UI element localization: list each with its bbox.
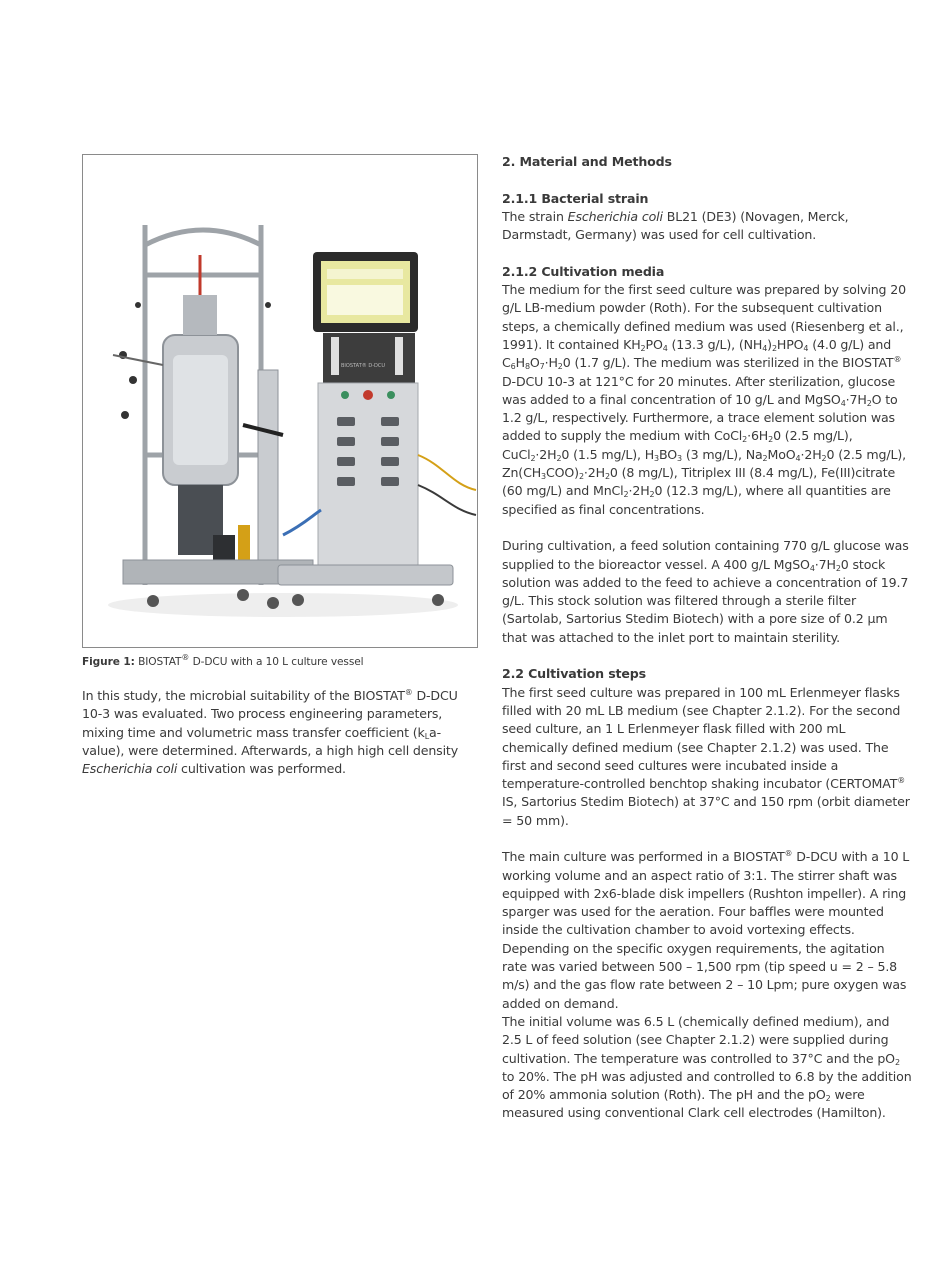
subscript: 2 — [742, 435, 748, 445]
body-text: D-DCU 10-3 at 121°C for 20 minutes. After sterilization, glucose was added to a final concentration of 10 g/L and MgSO — [502, 373, 896, 407]
media-paragraph — [502, 281, 912, 519]
body-text: 0 (1.7 g/L). The medium was sterilized in the BIOSTAT — [562, 355, 894, 371]
subscript: 4 — [795, 453, 801, 463]
caption-reg: ® — [181, 653, 190, 662]
body-text: The main culture was performed in a BIOSTAT — [502, 849, 785, 865]
media-heading: 2.1.2 Cultivation media — [502, 263, 665, 279]
body-text: 0 (8 mg/L), Titriplex III (8.4 mg/L), Fe(III)citrate (60 mg/L) and MnCl — [502, 465, 896, 499]
body-text: (3 mg/L), Na — [681, 446, 763, 462]
subscript: 6 — [510, 362, 516, 372]
body-text: H — [515, 355, 525, 371]
body-text: 0 (2.5 mg/L), CuCl — [502, 428, 853, 462]
intro-italic: Escherichia coli — [82, 761, 178, 777]
body-text: During cultivation, a feed solution containing 770 g/L glucose was supplied to the bioreactor vessel. A 400 g/L MgSO — [502, 538, 909, 572]
subscript: 2 — [640, 343, 646, 353]
subscript: 2 — [825, 1094, 831, 1104]
body-text: 0 stock solution was added to the feed to achieve a concentration of 19.7 g/L. This stock solution was filtered through a sterile filter (Sartolab, Sartorius Stedim Biotech) with a pore size of 0.2 µm that was attached to the inlet port to maintain sterility. — [502, 556, 909, 645]
body-text: to 20%. The pH was adjusted and controlled to 6.8 by the addition of 20% ammonia solution (Roth). The pH and the pO — [502, 1068, 912, 1103]
intro-text: a-value), were determined. Afterwards, a high high cell density — [82, 724, 459, 758]
body-text: ·7H — [814, 556, 836, 572]
feed-paragraph — [502, 537, 912, 647]
subscript: 4 — [809, 563, 815, 573]
subscript: 2 — [557, 362, 563, 372]
section-title: 2. Material and Methods — [502, 154, 672, 169]
subscript: 4 — [662, 343, 668, 353]
body-text: O — [529, 355, 540, 371]
body-text: D-DCU with a 10 L working volume and an aspect ratio of 3:1. The stirrer shaft was equipped with 2x6-blade disk impellers (Rushton impeller). A ring sparger was used for the aeration. Four baffles were mounted inside the cultivation chamber to avoid vortexing effects. Depending on the specific oxygen requirements, the agitation rate was varied between 500 – 1,500 rpm (tip speed u = 2 – 5.8 m/s) and the gas flow rate between 2 – 10 Lpm; pure oxygen was added on demand. — [502, 849, 910, 1011]
body-text: BO — [659, 446, 678, 462]
subscript: 2 — [623, 490, 629, 500]
subscript: 2 — [649, 490, 655, 500]
subscript: 2 — [556, 453, 562, 463]
strain-heading: 2.1.1 Bacterial strain — [502, 190, 649, 206]
bioreactor-illustration — [83, 155, 477, 647]
intro-paragraph — [82, 687, 478, 778]
steps-heading: 2.2 Cultivation steps — [502, 666, 647, 682]
body-text: The initial volume was 6.5 L (chemically defined medium), and 2.5 L of feed solution (see Chapter 2.1.2) were supplied during cultivation. The temperature was controlled to 37°C and the pO — [502, 1013, 895, 1066]
left-column — [82, 154, 478, 791]
subscript: 3 — [654, 453, 659, 463]
control-tower — [278, 252, 476, 606]
body-text: O to 1.2 g/L, respectively. Furthermore, a trace element solution was added to supply the medium with CoCl — [502, 391, 898, 444]
body-text: MoO — [767, 446, 796, 462]
body-text: HPO — [776, 336, 804, 352]
subscript: 2 — [821, 453, 827, 463]
strain-paragraph — [502, 208, 912, 245]
subscript: 8 — [524, 362, 530, 372]
body-text: COO) — [546, 465, 579, 481]
body-text: ·7H — [845, 391, 867, 407]
body-text: (13.3 g/L), (NH — [667, 336, 763, 352]
body-text: The first seed culture was prepared in 100 mL Erlenmeyer flasks filled with 20 mL LB medium (see Chapter 2.1.2). For the second seed culture, an 1 L Erlenmeyer flask filled with 200 mL chemically defined medium (see Chapter 2.1.2) was used. The first and second seed cultures were incubated inside a temperature-controlled benchtop shaking incubator (CERTOMAT — [502, 684, 901, 792]
subscript: 2 — [835, 563, 841, 573]
body-text: 0 (2.5 mg/L), Zn(CH — [502, 446, 906, 481]
subscript: 2 — [768, 435, 774, 445]
registered-mark: ® — [897, 776, 906, 786]
subscript: 4 — [840, 398, 846, 408]
caption-text-b: D-DCU with a 10 L culture vessel — [189, 656, 364, 668]
subscript: 2 — [894, 1057, 900, 1067]
body-text: ·2H — [583, 465, 605, 481]
intro-text: D-DCU 10-3 was evaluated. Two process engineering parameters, mixing time and volumetric mass transfer coefficient (k — [82, 688, 458, 740]
initial-volume-paragraph — [502, 1013, 912, 1123]
subscript: 7 — [539, 362, 545, 372]
figure-1-photo — [82, 154, 478, 648]
intro-reg: ® — [404, 688, 413, 697]
subscript: 2 — [604, 472, 610, 482]
main-culture-paragraph — [502, 848, 912, 1013]
body-text: (4.0 g/L) and C — [502, 336, 892, 371]
body-text: ·H — [544, 355, 558, 371]
subscript: 2 — [771, 343, 777, 353]
body-text: PO — [645, 336, 663, 352]
right-column — [502, 153, 912, 1123]
body-text: ·6H — [747, 428, 769, 444]
caption-text-a: BIOSTAT — [138, 656, 182, 668]
svg-text:BIOSTAT® D-DCU: BIOSTAT® D-DCU — [340, 363, 386, 369]
intro-text: cultivation was performed. — [177, 761, 346, 777]
body-text: 0 (1.5 mg/L), H — [561, 446, 655, 462]
subscript: 3 — [541, 472, 546, 482]
caption-label: Figure 1: — [82, 656, 135, 668]
body-text: BL21 (DE3) (Novagen, Merck, Darmstadt, Germany) was used for cell cultivation. — [502, 208, 849, 243]
registered-mark: ® — [893, 355, 902, 365]
subscript: 2 — [578, 472, 584, 482]
steps-paragraph — [502, 684, 912, 830]
subscript: 4 — [803, 343, 809, 353]
body-text: IS, Sartorius Stedim Biotech) at 37°C and 150 rpm (orbit diameter = 50 mm). — [502, 794, 910, 828]
intro-text: In this study, the microbial suitability of the BIOSTAT — [82, 688, 405, 703]
intro-sub: L — [424, 731, 430, 741]
subscript: 2 — [762, 453, 768, 463]
subscript: 2 — [866, 398, 872, 408]
figure-caption — [82, 655, 478, 669]
subscript: 4 — [762, 343, 768, 353]
body-text: ·2H — [628, 483, 650, 499]
body-text: 0 (12.3 mg/L), where all quantities are specified as final concentrations. — [502, 483, 891, 517]
body-text: The strain — [502, 208, 568, 224]
subscript: 2 — [530, 453, 536, 463]
registered-mark: ® — [784, 849, 793, 859]
body-text: ·2H — [535, 446, 557, 462]
body-text: The medium for the first seed culture was prepared by solving 20 g/L LB-medium powder (Roth). For the subsequent cultivation steps, a chemically defined medium was used (Riesenberg et al., 1991). It contained KH — [502, 282, 906, 352]
body-text: were measured using conventional Clark cell electrodes (Hamilton). — [502, 1087, 886, 1121]
species-italic: Escherichia coli — [567, 208, 663, 224]
subscript: 3 — [677, 453, 682, 463]
body-text: ) — [767, 336, 772, 352]
body-text: ·2H — [800, 446, 822, 462]
